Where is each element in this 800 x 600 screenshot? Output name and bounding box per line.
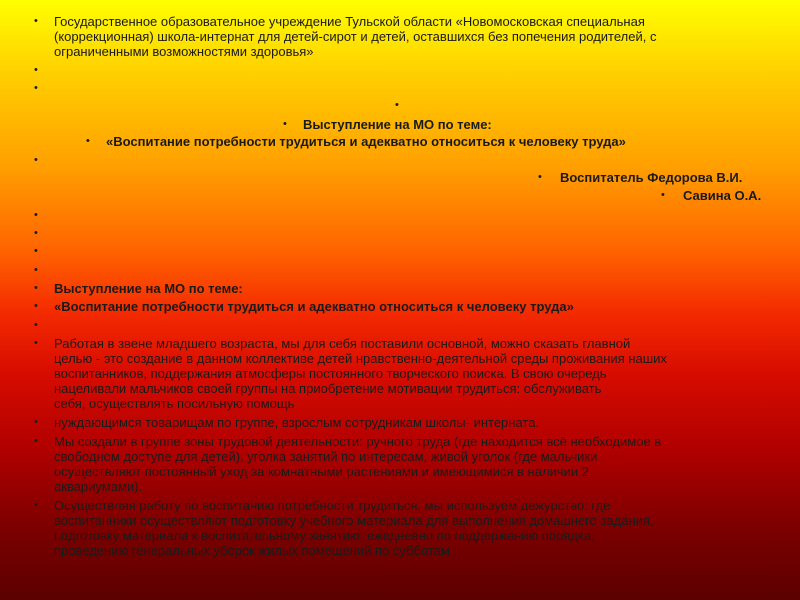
bullet: • [34,282,38,294]
institution-line-3: ограниченными возможностями здоровья» [54,44,314,59]
bullet: • [34,15,38,27]
empty-bullet: • [34,64,38,76]
centered-topic-label: Выступление на МО по теме: [303,117,492,132]
empty-bullet: • [34,245,38,257]
empty-bullet: • [34,264,38,276]
paragraph-2: нуждающимся товарищам по группе, взрослым сотрудникам школы- интерната. [54,415,540,430]
paragraph-1-line-1: Работая в звене младшего возраста, мы для себя поставили основной, можно сказать главной [54,336,631,351]
paragraph-3-line-1: Мы создали в группе зоны трудовой деятельности: ручного труда (где находится всё необходимое в [54,434,662,449]
empty-bullet-centered: • [395,99,399,111]
bullet: • [538,171,542,183]
bullet: • [34,499,38,511]
empty-bullet: • [34,227,38,239]
bullet: • [34,435,38,447]
author-1: Воспитатель Федорова В.И. [560,170,743,185]
bullet: • [661,189,665,201]
paragraph-1-line-4: нацеливали мальчиков своей группы на приобретение мотивации трудиться: обслуживать [54,381,602,396]
topic-title: «Воспитание потребности трудиться и адекватно относиться к человеку труда» [54,299,574,314]
paragraph-3-line-4: аквариумами). [54,479,143,494]
author-2: Савина О.А. [683,188,762,203]
paragraph-3-line-3: осуществляют постоянный уход за комнатными растениями и имеющимися в наличии 2 [54,464,589,479]
empty-bullet: • [34,154,38,166]
bullet: • [34,337,38,349]
paragraph-3-line-2: свободном доступе для детей), уголка занятий по интересам, живой уголок (где мальчики [54,449,598,464]
empty-bullet: • [34,319,38,331]
paragraph-4-line-4: проведению генеральных уборок жилых помещений по субботам. [54,543,454,558]
empty-bullet: • [34,209,38,221]
paragraph-4-line-3: подготовку материала к воспитательному занятию, ежедневно по поддержанию порядка, [54,528,595,543]
bullet: • [34,300,38,312]
empty-bullet: • [34,82,38,94]
institution-line-2: (коррекционная) школа-интернат для детей-сирот и детей, оставшихся без попечения родителей, с [54,29,657,44]
paragraph-1-line-3: воспитанников, поддержания атмосферы постоянного творческого поиска. В свою очередь [54,366,607,381]
centered-topic-title: «Воспитание потребности трудиться и адекватно относиться к человеку труда» [106,134,626,149]
institution-line-1: Государственное образовательное учреждение Тульской области «Новомосковская специальная [54,14,645,29]
topic-label: Выступление на МО по теме: [54,281,243,296]
paragraph-4-line-1: Осуществляя работу по воспитанию потребности трудиться, мы используем дежурство: где [54,498,611,513]
paragraph-1-line-2: целью - это создание в данном коллективе детей нравственно-деятельной среды проживания наших [54,351,667,366]
bullet: • [283,118,287,130]
paragraph-1-line-5: себя, осуществлять посильную помощь [54,396,295,411]
bullet: • [86,135,90,147]
paragraph-4-line-2: воспитанники осуществляют подготовку учебного материала для выполнения домашнего задания, [54,513,654,528]
bullet: • [34,416,38,428]
